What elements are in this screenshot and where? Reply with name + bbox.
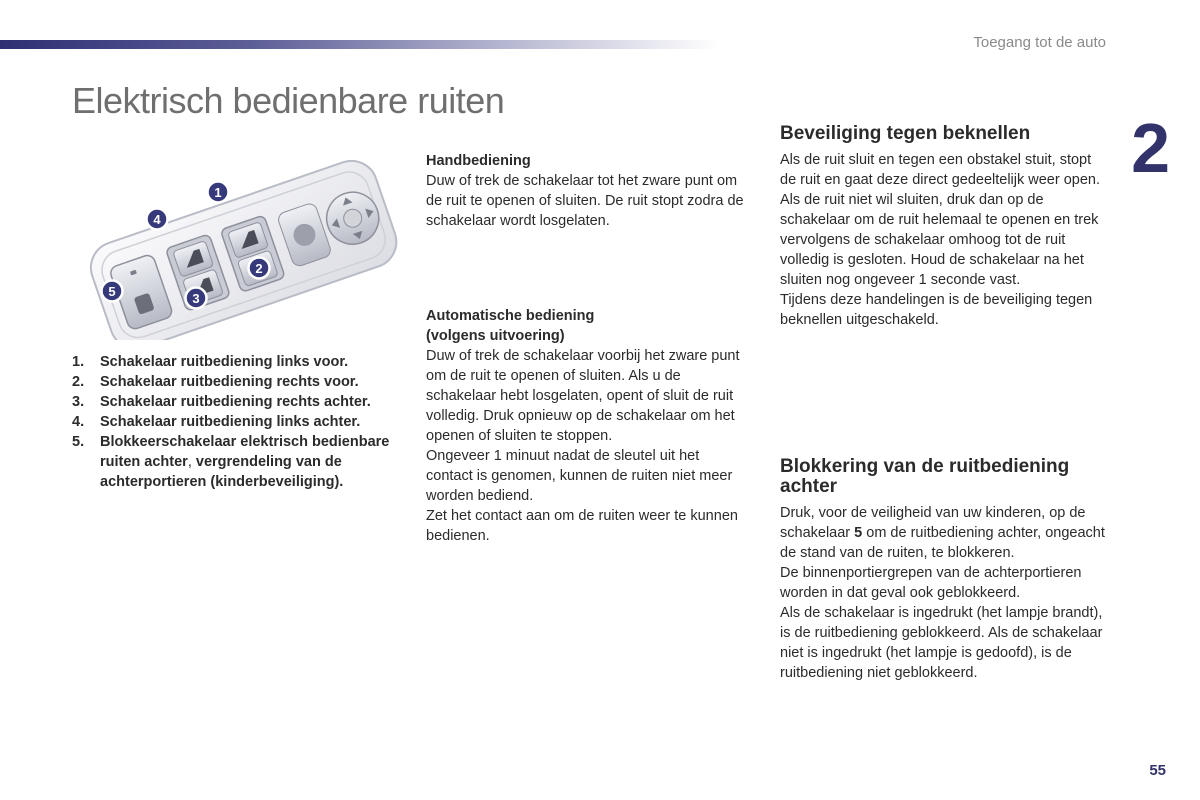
door-panel xyxy=(84,154,402,340)
chapter-number: 2 xyxy=(1131,109,1170,187)
rear-lock-p2: De binnenportiergrepen van de achterportieren worden in dat geval ook geblokkeerd. xyxy=(780,565,1082,601)
legend-item: 1. Schakelaar ruitbediening links voor. xyxy=(72,354,349,370)
callout-5 xyxy=(102,281,123,302)
legend-item: 4. Schakelaar ruitbediening links achter. xyxy=(72,414,361,430)
rear-lock-p3: Als de schakelaar is ingedrukt (het lampje brandt), is de ruitbediening geblokkeerd. Als de schakelaar niet is ingedrukt (het lampje is gedoofd), is de ruitbediening niet geblokkeerd. xyxy=(780,605,1103,681)
automatic-body-3: Zet het contact aan om de ruiten weer te kunnen bedienen. xyxy=(426,508,738,544)
manual-heading: Handbediening xyxy=(426,153,531,169)
callout-1 xyxy=(208,182,229,203)
anti-pinch-p2: Als de ruit niet wil sluiten, druk dan op de schakelaar om de ruit helemaal te openen en trek vervolgens de schakelaar omhoog tot de ruit volledig is gesloten. Houd de schakelaar na het sluiten nog ongeveer 1 seconde vast. xyxy=(780,192,1099,288)
automatic-body-2: Ongeveer 1 minuut nadat de sleutel uit het contact is genomen, kunnen de ruiten niet meer worden bediend. xyxy=(426,448,733,504)
switch-legend xyxy=(72,352,402,492)
automatic-heading-line2: (volgens uitvoering) xyxy=(426,328,565,344)
svg-text:4: 4 xyxy=(153,212,161,227)
automatic-operation-section xyxy=(426,306,746,546)
header-gradient-bar xyxy=(0,40,720,49)
anti-pinch-p1: Als de ruit sluit en tegen een obstakel stuit, stopt de ruit en gaat deze direct gedeeltelijk weer open. xyxy=(780,152,1101,188)
anti-pinch-p3: Tijdens deze handelingen is de beveiliging tegen beknellen uitgeschakeld. xyxy=(780,292,1093,328)
page-title: Elektrisch bedienbare ruiten xyxy=(72,80,505,121)
anti-pinch-section xyxy=(780,124,1110,330)
callout-4 xyxy=(147,209,168,230)
legend-item: 3. Schakelaar ruitbediening rechts achter. xyxy=(72,394,371,410)
rear-lock-section xyxy=(780,457,1110,683)
manual-body: Duw of trek de schakelaar tot het zware punt om de ruit te openen of sluiten. De ruit stopt zodra de schakelaar wordt losgelaten. xyxy=(426,173,744,229)
rear-lock-p1: Druk, voor de veiligheid van uw kinderen, op de schakelaar 5 om de ruitbediening achter, ongeacht de stand van de ruiten, te blokkeren. xyxy=(780,505,1105,561)
legend-item: 5. Blokkeerschakelaar elektrisch bedienbare ruiten achter, vergrendeling van de achterportieren (kinderbeveiliging). xyxy=(72,434,390,490)
anti-pinch-heading: Beveiliging tegen beknellen xyxy=(780,123,1031,144)
automatic-body: Duw of trek de schakelaar voorbij het zware punt om de ruit te openen of sluiten. Als u de schakelaar hebt losgelaten, opent of sluit de ruit volledig. Druk opnieuw op de schakelaar om het openen of sluiten te stoppen. xyxy=(426,348,740,444)
svg-text:3: 3 xyxy=(192,291,200,306)
window-switch-panel-illustration xyxy=(72,130,402,340)
svg-text:2: 2 xyxy=(255,261,263,276)
page-number: 55 xyxy=(1149,762,1166,779)
automatic-heading-line1: Automatische bediening xyxy=(426,308,595,324)
rear-lock-heading: Blokkering van de ruitbediening achter xyxy=(780,456,1070,497)
svg-text:5: 5 xyxy=(108,284,116,299)
manual-operation-section xyxy=(426,151,746,231)
callout-2 xyxy=(249,258,270,279)
callout-3 xyxy=(186,288,207,309)
svg-text:1: 1 xyxy=(214,185,222,200)
legend-item: 2. Schakelaar ruitbediening rechts voor. xyxy=(72,374,359,390)
section-label: Toegang tot de auto xyxy=(973,34,1106,51)
